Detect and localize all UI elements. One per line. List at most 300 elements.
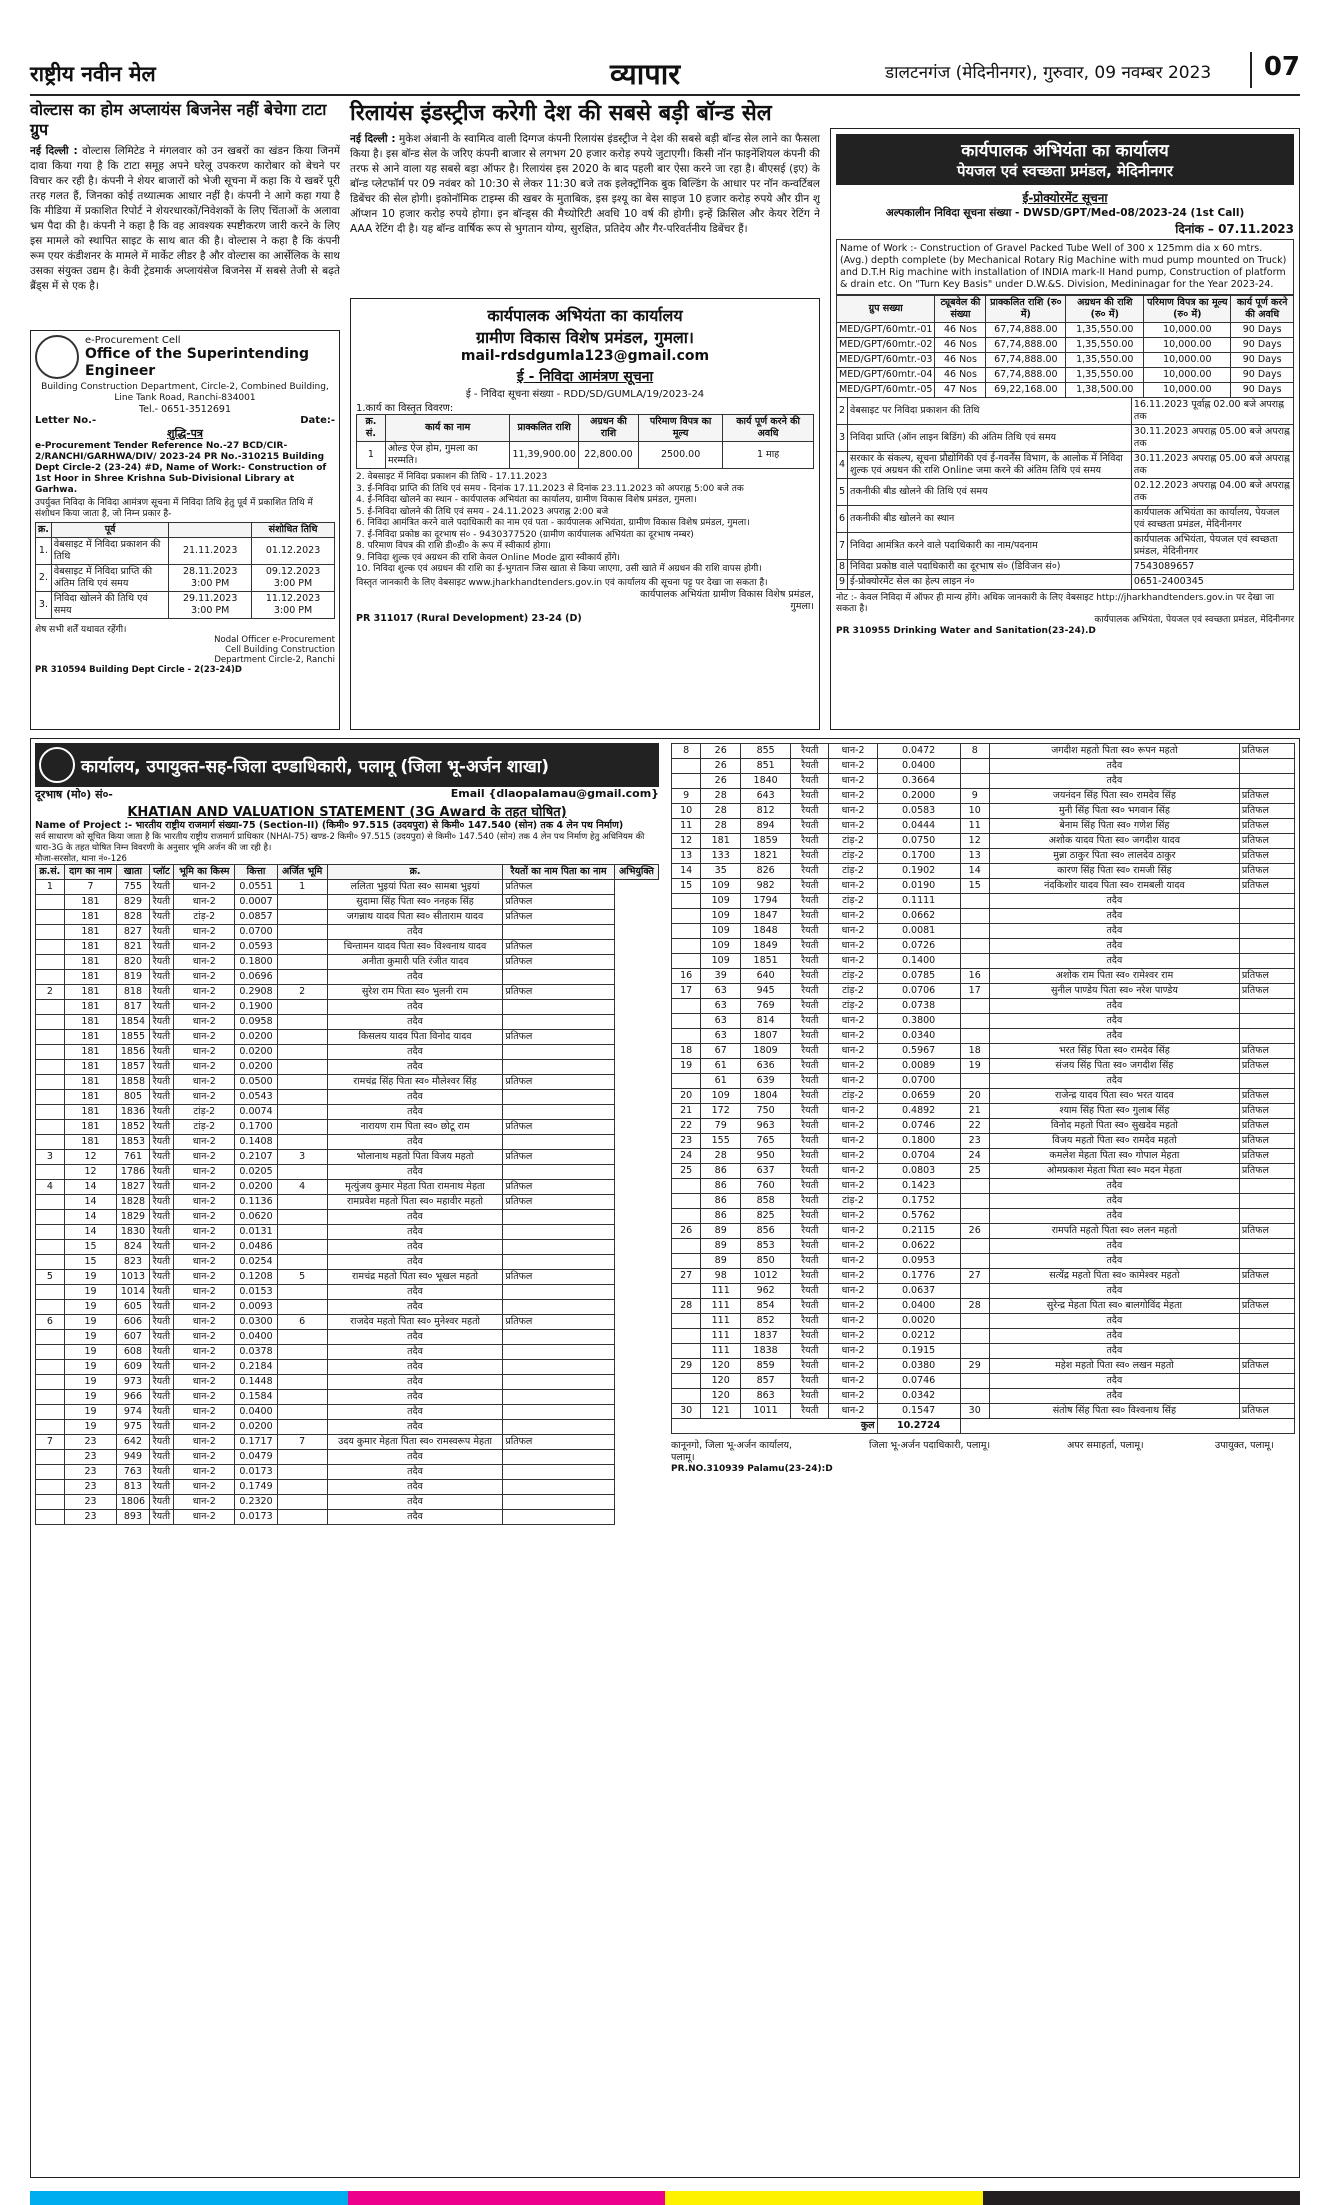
khatian-row-cell: प्रतिफल (503, 1180, 615, 1195)
khatian-row-cell: तदैव (327, 1060, 503, 1075)
khatian-row-cell: टांड़-2 (829, 849, 877, 864)
khatian-row-cell: प्रतिफल (1239, 864, 1294, 879)
khatian-row-cell: प्रतिफल (1239, 1224, 1294, 1239)
khatian-row-cell: 0.0200 (235, 1420, 277, 1435)
khatian-row-cell: 0.0190 (877, 879, 960, 894)
khatian-row-cell: 8 (672, 744, 701, 759)
tender-rural (350, 298, 820, 730)
khatian-sig-adm: अपर समाहर्ता, पलामू। (1067, 1440, 1144, 1451)
se-row-cell: वेबसाइट में निविदा प्रकाशन की तिथि (51, 538, 168, 565)
khatian-row (672, 1089, 1295, 1104)
khatian-row-cell: 27 (672, 1269, 701, 1284)
khatian-row-cell: 86 (701, 1164, 741, 1179)
khatian-row-cell (503, 1210, 615, 1225)
dwsd-point-row (837, 425, 1294, 452)
khatian-row-cell (36, 1300, 65, 1315)
rural-division: ग्रामीण विकास विशेष प्रमंडल, गुमला। (476, 328, 694, 347)
khatian-row-cell (960, 1179, 989, 1194)
dwsd-division: पेयजल एवं स्वच्छता प्रमंडल, मेदिनीनगर (956, 162, 1174, 180)
se-row (36, 592, 335, 619)
khatian-row (36, 1300, 659, 1315)
khatian-row-cell (277, 955, 327, 970)
story-reliance (350, 100, 820, 327)
khatian-row-cell (960, 909, 989, 924)
dwsd-date: दिनांक – 07.11.2023 (1175, 222, 1294, 236)
khatian-row-cell: धान-2 (174, 1480, 235, 1495)
khatian-row-cell: 0.0200 (235, 1060, 277, 1075)
khatian-row-cell (277, 925, 327, 940)
khatian-row-cell: धान-2 (174, 1360, 235, 1375)
khatian-row (36, 1510, 659, 1525)
khatian-row-cell: 6 (36, 1315, 65, 1330)
khatian-row-cell: 181 (64, 1045, 117, 1060)
khatian-row-cell (672, 1179, 701, 1194)
khatian-row-cell: जगन्नाथ यादव पिता स्व० सीताराम यादव (327, 910, 503, 925)
khatian-row-cell: 0.0340 (877, 1029, 960, 1044)
khatian-row-cell (36, 1285, 65, 1300)
khatian-row-cell: 0.0300 (235, 1315, 277, 1330)
khatian-row-cell: 0.1700 (235, 1120, 277, 1135)
khatian-row-cell: धान-2 (829, 1044, 877, 1059)
khatian-row-cell: अनीता कुमारी पति रंजीत यादव (327, 955, 503, 970)
khatian-row-cell: 30 (960, 1404, 989, 1419)
khatian-row-cell: 14 (960, 864, 989, 879)
khatian-row-cell (960, 939, 989, 954)
khatian-row-cell: 181 (64, 1090, 117, 1105)
khatian-th: कित्ता (235, 865, 277, 880)
khatian-row-cell: 1014 (117, 1285, 149, 1300)
khatian-row-cell: तदैव (327, 1225, 503, 1240)
dwsd-group-row (837, 353, 1294, 368)
dwsd-point-row (837, 575, 1294, 590)
khatian-row-cell: 1857 (117, 1060, 149, 1075)
dwsd-th: ट्यूबवेल की संख्या (935, 296, 986, 323)
khatian-row-cell: रैयती (791, 819, 829, 834)
khatian-row (672, 1074, 1295, 1089)
khatian-row-cell: रैयती (791, 1224, 829, 1239)
khatian-row-cell: 181 (64, 1030, 117, 1045)
khatian-row-cell: रैयती (149, 1060, 174, 1075)
khatian-row-cell: 0.0254 (235, 1255, 277, 1270)
khatian-row-cell (960, 1284, 989, 1299)
khatian-row-cell: धान-2 (829, 1104, 877, 1119)
khatian-row-cell: 1809 (741, 1044, 791, 1059)
dwsd-th: कार्य पूर्ण करने की अवधि (1231, 296, 1294, 323)
dwsd-group-row-cell: 46 Nos (935, 368, 986, 383)
khatian-row-cell (277, 1195, 327, 1210)
khatian-row-cell (1239, 1329, 1294, 1344)
rural-email: mail-rdsdgumla123@gmail.com (460, 348, 710, 364)
khatian-row-cell: 109 (701, 894, 741, 909)
dwsd-point-row-cell: 0651-2400345 (1131, 575, 1293, 590)
khatian-row-cell: 0.1547 (877, 1404, 960, 1419)
khatian-row-cell: तदैव (327, 1210, 503, 1225)
khatian-row-cell: प्रतिफल (1239, 849, 1294, 864)
khatian-row-cell: 23 (960, 1134, 989, 1149)
khatian-row-cell (36, 1375, 65, 1390)
dwsd-point-row (837, 506, 1294, 533)
khatian-row (672, 1179, 1295, 1194)
khatian-row-cell: 28 (701, 819, 741, 834)
khatian-row-cell: रामप्रवेश महतो पिता स्व० महावीर महतो (327, 1195, 503, 1210)
khatian-th: क्र.सं. (36, 865, 65, 880)
khatian-row-cell: तदैव (989, 1194, 1239, 1209)
dwsd-point-row-cell: 4 (837, 452, 848, 479)
khatian-row-cell: 1828 (117, 1195, 149, 1210)
dwsd-group-row-cell: MED/GPT/60mtr.-01 (837, 323, 935, 338)
khatian-row-cell (672, 774, 701, 789)
khatian-row-cell: धान-2 (174, 880, 235, 895)
khatian-row-cell: 0.0479 (235, 1450, 277, 1465)
khatian-row-cell: रैयती (149, 1195, 174, 1210)
khatian-row (672, 924, 1295, 939)
khatian-row-cell (1239, 1254, 1294, 1269)
khatian-row-cell: रैयती (149, 1360, 174, 1375)
khatian-row-cell: धान-2 (829, 1239, 877, 1254)
khatian-row-cell: 819 (117, 970, 149, 985)
khatian-row-cell: 0.0659 (877, 1089, 960, 1104)
khatian-row-cell: 61 (701, 1059, 741, 1074)
khatian-row-cell: 111 (701, 1329, 741, 1344)
dwsd-group-row-cell: 67,74,888.00 (986, 353, 1066, 368)
rural-notice-title: ई - निविदा आमंत्रण सूचना (516, 369, 654, 385)
khatian-row-cell: राजेन्द्र यादव पिता स्व० भरत यादव (989, 1089, 1239, 1104)
dwsd-group-row-cell: MED/GPT/60mtr.-02 (837, 338, 935, 353)
khatian-row-cell: रैयती (791, 1059, 829, 1074)
khatian-row (36, 1030, 659, 1045)
khatian-row (36, 925, 659, 940)
khatian-row-cell: 63 (701, 984, 741, 999)
khatian-row-cell: रैयती (149, 985, 174, 1000)
khatian-row-cell: रैयती (791, 1209, 829, 1224)
khatian-row-cell: रैयती (149, 895, 174, 910)
khatian-row-cell: प्रतिफल (503, 1150, 615, 1165)
khatian-row-cell: रैयती (791, 984, 829, 999)
khatian-row (672, 1044, 1295, 1059)
se-pr: PR 310594 Building Dept Circle - 2(23-24)D (35, 665, 242, 675)
khatian-row-cell: रैयती (791, 999, 829, 1014)
khatian-row (36, 1465, 659, 1480)
rural-th: क्र. सं. (357, 415, 386, 442)
se-body: उपर्युक्त निविदा के निविदा आमंत्रण सूचना में निविदा तिथि हेतु पूर्व में प्रकाशित तिथि में संशोधन किया जाता है, जो निम्न प्रकार है- (35, 498, 313, 519)
khatian-row-cell (277, 1345, 327, 1360)
khatian-row-cell (277, 1255, 327, 1270)
khatian-row-cell: 636 (741, 1059, 791, 1074)
khatian-village: मौजा-सरसोत, थाना नं०-126 (35, 854, 127, 864)
dwsd-group-row-cell: 46 Nos (935, 323, 986, 338)
khatian-row-cell (277, 1465, 327, 1480)
khatian-row-cell: रैयती (791, 1149, 829, 1164)
khatian-row-cell: 181 (64, 1060, 117, 1075)
dwsd-group-row-cell: 67,74,888.00 (986, 323, 1066, 338)
khatian-row-cell: 89 (701, 1239, 741, 1254)
dwsd-ref: अल्पकालीन निविदा सूचना संख्या - DWSD/GPT/Med-08/2023-24 (1st Call) (885, 207, 1245, 219)
khatian-th: रैयतों का नाम पिता का नाम (503, 865, 615, 880)
khatian-row-cell: तदैव (989, 939, 1239, 954)
khatian-row-cell: 0.0400 (877, 759, 960, 774)
story-reliance-dateline: नई दिल्ली : (350, 133, 396, 145)
khatian-row (36, 1420, 659, 1435)
khatian-row-cell (36, 925, 65, 940)
khatian-row-cell: 11 (960, 819, 989, 834)
khatian-row-cell: रैयती (149, 1510, 174, 1525)
khatian-row-cell: प्रतिफल (1239, 879, 1294, 894)
khatian-row (36, 1480, 659, 1495)
khatian-row-cell: 26 (960, 1224, 989, 1239)
dwsd-group-row-cell: 1,35,550.00 (1066, 323, 1144, 338)
khatian-row-cell: 973 (117, 1375, 149, 1390)
dwsd-group-row-cell: 67,74,888.00 (986, 368, 1066, 383)
khatian-row (36, 1270, 659, 1285)
dwsd-signature: कार्यपालक अभियंता, पेयजल एवं स्वच्छता प्रमंडल, मेदिनीनगर (1094, 615, 1294, 625)
dwsd-group-row-cell: 10,000.00 (1144, 383, 1231, 398)
khatian-row-cell: 63 (701, 999, 741, 1014)
khatian-row-cell (1239, 1314, 1294, 1329)
khatian-row-cell: 29 (672, 1359, 701, 1374)
khatian-row-cell: 0.0696 (235, 970, 277, 985)
khatian-row-cell: रैयती (791, 1329, 829, 1344)
khatian-row-cell: 817 (117, 1000, 149, 1015)
khatian-row-cell: 181 (64, 970, 117, 985)
khatian-project: Name of Project :- भारतीय राष्ट्रीय राजमार्ग संख्या-75 (Section-II) (किमी० 97.515 (उदयपुरा) से किमी० 147.540 (सोन) तक 4 लेन पथ निर्माण) (35, 820, 624, 831)
khatian-row-cell: 607 (117, 1330, 149, 1345)
khatian-row-cell: रैयती (791, 1074, 829, 1089)
khatian-row-cell: 181 (64, 895, 117, 910)
khatian-row-cell (1239, 1389, 1294, 1404)
khatian-row-cell: तदैव (327, 1090, 503, 1105)
khatian-row-cell: 0.0089 (877, 1059, 960, 1074)
khatian-row-cell (503, 1300, 615, 1315)
khatian-row-cell: धान-2 (174, 1045, 235, 1060)
khatian-row-cell: उदय कुमार मेहता पिता स्व० रामस्वरूप मेहता (327, 1435, 503, 1450)
dwsd-th: परिमाण विपत्र का मूल्य (रु० में) (1144, 296, 1231, 323)
khatian-row-cell: धान-2 (174, 1435, 235, 1450)
khatian-row-cell: 155 (701, 1134, 741, 1149)
khatian-row-cell (672, 1029, 701, 1044)
khatian-row-cell: 0.0593 (235, 940, 277, 955)
khatian-row-cell: 755 (117, 880, 149, 895)
khatian-row-cell: राजदेव महतो पिता स्व० मुनेश्वर महतो (327, 1315, 503, 1330)
khatian-row-cell: 3 (36, 1150, 65, 1165)
khatian-row-cell: 5 (36, 1270, 65, 1285)
khatian-row-cell: प्रतिफल (503, 895, 615, 910)
khatian-row-cell (503, 1390, 615, 1405)
khatian-row-cell: 25 (672, 1164, 701, 1179)
khatian-row (36, 1180, 659, 1195)
khatian-row-cell: 827 (117, 925, 149, 940)
khatian-row-cell: प्रतिफल (1239, 1104, 1294, 1119)
khatian-row-cell (36, 1420, 65, 1435)
khatian-row-cell: 28 (672, 1299, 701, 1314)
khatian-row-cell: रैयती (791, 1134, 829, 1149)
se-ref: e-Procurement Tender Reference No.-27 BCD/CIR-2/RANCHI/GARHWA/DIV/ 2023-24 PR No.-310215 Building Dept Circle-2 (23-24) #D, Name of Work:- Construction of 1st Hoor in Shree Krishna Sub-Divisional Library at Garhwa. (35, 441, 327, 495)
rural-td: 1 (357, 442, 386, 469)
se-row-cell: 2. (36, 565, 52, 592)
khatian-row (672, 1269, 1295, 1284)
khatian-row-cell: प्रतिफल (1239, 1134, 1294, 1149)
khatian-row-cell: रैयती (149, 1285, 174, 1300)
khatian-row-cell (277, 1135, 327, 1150)
khatian-row-cell: 15 (960, 879, 989, 894)
khatian-row-cell: रैयती (149, 1135, 174, 1150)
rural-work-details: 1.कार्य का विस्तृत विवरण: (356, 403, 454, 414)
khatian-row-cell (277, 1000, 327, 1015)
khatian-intro: सर्व साधारण को सूचित किया जाता है कि भारतीय राष्ट्रीय राजमार्ग प्राधिकार (NHAI-75) खण्ड-2 किमी० 97.515 (उदयपुरा) से किमी० 147.540 (सोन) तक 4 लेन पथ निर्माण हेतु अधिनियम की धारा-3G के तहत घोषित निम्न विवरणी के अनुसार भूमि अर्जन की जा रही है। (35, 832, 645, 853)
story-voltas-headline: वोल्टास का होम अप्लायंस बिजनेस नहीं बेचेगा टाटा ग्रुप (30, 100, 327, 139)
khatian-row-cell (503, 1360, 615, 1375)
khatian-row-cell: धान-2 (829, 924, 877, 939)
khatian-row-cell: बेनाम सिंह पिता स्व० गणेश सिंह (989, 819, 1239, 834)
khatian-row-cell: धान-2 (174, 1015, 235, 1030)
khatian-th: क्र. (327, 865, 503, 880)
khatian-row-cell: 962 (741, 1284, 791, 1299)
khatian-row-cell (960, 999, 989, 1014)
khatian-row-cell: 12 (672, 834, 701, 849)
khatian-row-cell: 0.4892 (877, 1104, 960, 1119)
khatian-row-cell: 61 (701, 1074, 741, 1089)
color-swatch (983, 2191, 1301, 2205)
khatian-row-cell: 0.1752 (877, 1194, 960, 1209)
dwsd-group-row-cell: 90 Days (1231, 368, 1294, 383)
dwsd-group-row-cell: 47 Nos (935, 383, 986, 398)
khatian-row-cell (960, 1344, 989, 1359)
khatian-row-cell: 761 (117, 1150, 149, 1165)
khatian-row-cell: तदैव (989, 1179, 1239, 1194)
khatian-row (36, 985, 659, 1000)
dwsd-work: Name of Work :- Construction of Gravel Packed Tube Well of 300 x 125mm dia x 60 mtrs. (Avg.) depth complete (by Mechanical Rotary Rig Machine with mud pump mounted on Truck) and D.T.H Rig machine with installation of INDIA mark-II Hand pump, Construction of platform & drain etc. On "Turn Key Basis" under D.W.&S. Division, Medininagar for the Year 2023-24. (836, 239, 1294, 295)
khatian-row-cell: विनोद महतो पिता स्व० सुखदेव महतो (989, 1119, 1239, 1134)
khatian-row-cell: 0.2184 (235, 1360, 277, 1375)
khatian-row (672, 1299, 1295, 1314)
khatian-row-cell: 0.0205 (235, 1165, 277, 1180)
khatian-row-cell: 821 (117, 940, 149, 955)
khatian-row (36, 940, 659, 955)
khatian-row-cell (277, 1060, 327, 1075)
khatian-row-cell: 1 (36, 880, 65, 895)
khatian-row-cell: 181 (64, 1075, 117, 1090)
khatian-notice (30, 738, 1300, 2178)
khatian-row-cell: 16 (672, 969, 701, 984)
khatian-row-cell: 19 (64, 1405, 117, 1420)
khatian-row-cell: 0.0007 (235, 895, 277, 910)
khatian-row-cell: सुरेन्द्र मेहता पिता स्व० बालगोविंद मेहता (989, 1299, 1239, 1314)
khatian-row (672, 1344, 1295, 1359)
rural-point: 3. ई-निविदा प्राप्ति की तिथि एवं समय - दिनांक 17.11.2023 से दिनांक 23.11.2023 को अपराह्न 5:00 बजे तक (356, 483, 744, 494)
khatian-row-cell: 63 (701, 1029, 741, 1044)
khatian-row-cell: 0.0750 (877, 834, 960, 849)
khatian-row-cell: रैयती (149, 1300, 174, 1315)
khatian-row-cell: रैयती (149, 1210, 174, 1225)
khatian-row-cell: 826 (741, 864, 791, 879)
khatian-row-cell: 0.0173 (235, 1465, 277, 1480)
rural-points (356, 472, 814, 576)
khatian-row-cell: तदैव (327, 1015, 503, 1030)
khatian-row-cell: तदैव (327, 1000, 503, 1015)
khatian-row-cell: 0.0472 (877, 744, 960, 759)
page-number: 07 (1250, 52, 1300, 88)
khatian-row (672, 744, 1295, 759)
dwsd-th: प्राक्कलित राशि (रु० में) (986, 296, 1066, 323)
khatian-row-cell: 29 (960, 1359, 989, 1374)
khatian-row-cell: तदैव (327, 1300, 503, 1315)
khatian-row-cell: श्याम सिंह पिता स्व० गुलाब सिंह (989, 1104, 1239, 1119)
khatian-row-cell (960, 924, 989, 939)
khatian-row-cell: तदैव (327, 970, 503, 985)
khatian-row-cell: किसलय यादव पिता विनोद यादव (327, 1030, 503, 1045)
se-th: पूर्व (51, 523, 168, 538)
khatian-row-cell: 852 (741, 1314, 791, 1329)
khatian-row-cell: रैयती (791, 1389, 829, 1404)
khatian-row-cell: रैयती (149, 1480, 174, 1495)
khatian-row-cell: 975 (117, 1420, 149, 1435)
khatian-row-cell: प्रतिफल (1239, 789, 1294, 804)
khatian-row-cell: 86 (701, 1179, 741, 1194)
khatian-row-cell: 120 (701, 1389, 741, 1404)
khatian-row-cell: 1806 (117, 1495, 149, 1510)
khatian-row-cell: 24 (672, 1149, 701, 1164)
khatian-row-cell: रैयती (791, 774, 829, 789)
khatian-row (672, 1194, 1295, 1209)
dwsd-points-table (836, 397, 1294, 590)
emblem-icon (39, 747, 75, 783)
khatian-row-cell: धान-2 (174, 1135, 235, 1150)
khatian-row-cell: 769 (741, 999, 791, 1014)
dwsd-point-row-cell: 7 (837, 533, 848, 560)
khatian-row-cell: जयनंदन सिंह पिता स्व० रामदेव सिंह (989, 789, 1239, 804)
khatian-row-cell: रैयती (149, 1240, 174, 1255)
khatian-row-cell: तदैव (327, 1240, 503, 1255)
khatian-row-cell: तदैव (989, 1239, 1239, 1254)
khatian-row-cell: 750 (741, 1104, 791, 1119)
khatian-row-cell: 0.2908 (235, 985, 277, 1000)
khatian-row-cell: 0.1900 (235, 1000, 277, 1015)
khatian-row-cell: 12 (960, 834, 989, 849)
khatian-row-cell: धान-2 (174, 985, 235, 1000)
khatian-row-cell: 608 (117, 1345, 149, 1360)
khatian-row-cell: 10 (960, 804, 989, 819)
khatian-row-cell: 89 (701, 1224, 741, 1239)
khatian-row-cell: रैयती (149, 940, 174, 955)
dateline: डालटनगंज (मेदिनीनगर), गुरुवार, 09 नवम्बर 2023 (885, 63, 1212, 83)
khatian-row-cell: तदैव (989, 924, 1239, 939)
khatian-row-cell: 15 (672, 879, 701, 894)
khatian-row-cell: संतोष सिंह पिता स्व० विश्वनाथ सिंह (989, 1404, 1239, 1419)
khatian-row-cell: 19 (64, 1375, 117, 1390)
khatian-row-cell: 0.0400 (235, 1330, 277, 1345)
dwsd-point-row-cell: 6 (837, 506, 848, 533)
khatian-pr: PR.NO.310939 Palamu(23-24):D (671, 1464, 833, 1474)
khatian-row-cell (960, 1029, 989, 1044)
khatian-row-cell (277, 1120, 327, 1135)
khatian-phone: दूरभाष (मो०) सं०- (35, 788, 113, 801)
khatian-row (672, 1104, 1295, 1119)
khatian-row-cell: 9 (960, 789, 989, 804)
khatian-row-cell: सुरेश राम पिता स्व० भुलनी राम (327, 985, 503, 1000)
dwsd-group-row-cell: 1,38,500.00 (1066, 383, 1144, 398)
khatian-row-cell: धान-2 (829, 1209, 877, 1224)
story-voltas (30, 100, 340, 352)
khatian-sig-dc: उपायुक्त, पलामू। (1215, 1440, 1274, 1451)
khatian-row-cell: तदैव (327, 1405, 503, 1420)
khatian-row-cell: रैयती (149, 1000, 174, 1015)
se-row-cell: 09.12.2023 3:00 PM (252, 565, 335, 592)
khatian-row-cell: रैयती (791, 789, 829, 804)
khatian-row-cell: 0.0622 (877, 1239, 960, 1254)
khatian-row-cell: 1807 (741, 1029, 791, 1044)
dwsd-point-row-cell: 5 (837, 479, 848, 506)
khatian-row-cell: 0.0704 (877, 1149, 960, 1164)
khatian-row-cell: धान-2 (829, 804, 877, 819)
